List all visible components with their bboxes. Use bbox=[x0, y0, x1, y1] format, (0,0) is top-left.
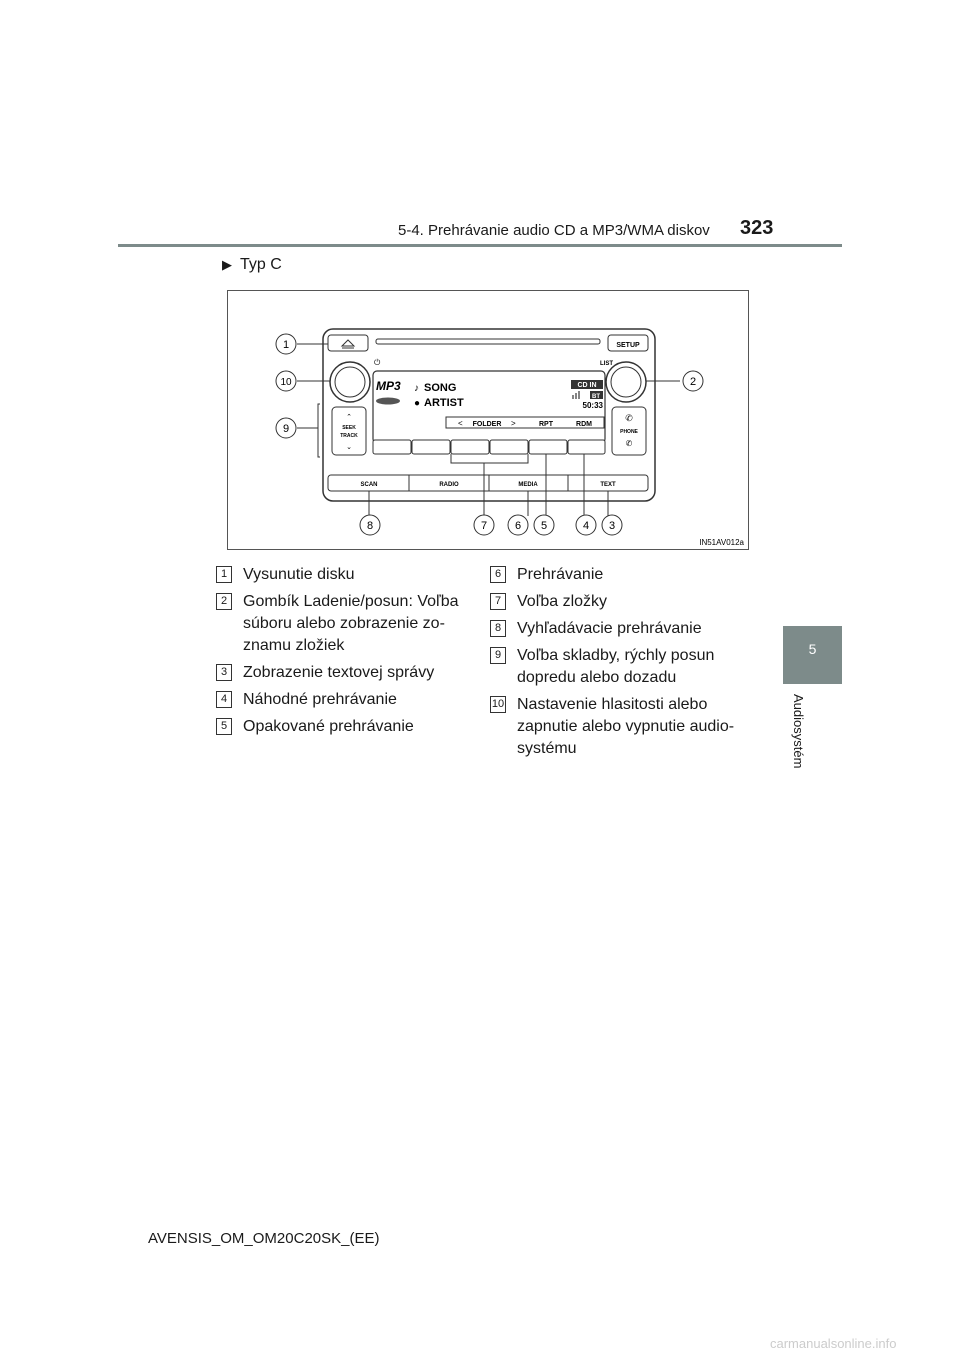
legend-text: Náhodné prehrávanie bbox=[243, 691, 397, 708]
preset-5 bbox=[529, 440, 567, 454]
cd-in-label: CD IN bbox=[577, 382, 597, 389]
callout-3-label: 3 bbox=[608, 520, 616, 532]
legend-item bbox=[216, 564, 466, 586]
bt-label: BT bbox=[592, 394, 600, 400]
legend-text: Opakované prehrávanie bbox=[243, 718, 414, 735]
callout-2-label: 2 bbox=[689, 376, 697, 388]
legend-num: 3 bbox=[216, 664, 232, 681]
section-title bbox=[222, 256, 282, 274]
phone-label: PHONE bbox=[620, 429, 638, 435]
legend-text: Prehrávanie bbox=[517, 566, 604, 583]
legend-item bbox=[490, 694, 750, 760]
person-icon: ● bbox=[414, 398, 421, 409]
seek-down-icon: ⌄ bbox=[346, 444, 352, 451]
legend-item bbox=[490, 591, 750, 613]
song-label: SONG bbox=[424, 382, 457, 394]
phone-pickup-icon: ✆ bbox=[625, 413, 633, 423]
header-title: 5-4. Prehrávanie audio CD a MP3/WMA diskov bbox=[398, 222, 710, 239]
preset-1 bbox=[373, 440, 411, 454]
legend-item bbox=[216, 591, 466, 657]
legend-item bbox=[216, 662, 466, 684]
legend-num: 7 bbox=[490, 593, 506, 610]
watermark: carmanualsonline.info bbox=[770, 1336, 897, 1351]
legend-right bbox=[490, 564, 750, 765]
legend-text: Voľba zložky bbox=[517, 593, 608, 610]
rpt-label: RPT bbox=[539, 421, 553, 428]
list-label: LIST bbox=[600, 361, 613, 367]
legend-num: 1 bbox=[216, 566, 232, 583]
tune-knob-inner bbox=[611, 367, 641, 397]
legend-text: Zobrazenie textovej správy bbox=[243, 664, 435, 681]
track-label: TRACK bbox=[340, 433, 358, 439]
preset-buttons bbox=[373, 440, 605, 454]
media-label: MEDIA bbox=[518, 482, 538, 488]
audio-unit-illustration bbox=[228, 291, 748, 549]
legend-item bbox=[216, 716, 466, 738]
power-icon: ⏻ bbox=[374, 358, 381, 367]
legend-item bbox=[490, 618, 750, 640]
header-rule bbox=[118, 244, 842, 247]
triangle-right-icon: ▶ bbox=[222, 257, 232, 272]
callout-1-label: 1 bbox=[282, 339, 290, 351]
legend-num: 4 bbox=[216, 691, 232, 708]
cd-slot bbox=[376, 339, 600, 344]
footer-code: AVENSIS_OM_OM20C20SK_(EE) bbox=[148, 1230, 380, 1247]
volume-knob-inner bbox=[335, 367, 365, 397]
legend-text: Vysunutie disku bbox=[243, 566, 355, 583]
text-label: TEXT bbox=[600, 482, 616, 488]
rdm-label: RDM bbox=[576, 421, 592, 428]
callout-9-label: 9 bbox=[282, 423, 290, 435]
callout-10-label: 10 bbox=[280, 377, 292, 388]
figure-code: IN51AV012a bbox=[699, 538, 744, 547]
page-number: 323 bbox=[740, 217, 774, 239]
callout-6-label: 6 bbox=[514, 520, 522, 532]
legend-num: 2 bbox=[216, 593, 232, 610]
legend-num: 5 bbox=[216, 718, 232, 735]
seek-label: SEEK bbox=[342, 425, 356, 431]
folder-prev-icon: < bbox=[458, 419, 463, 428]
legend-text: Vyhľadávacie prehrávanie bbox=[517, 620, 702, 637]
display-screen bbox=[373, 371, 605, 443]
folder-label: FOLDER bbox=[472, 421, 502, 428]
callout-7-label: 7 bbox=[480, 520, 488, 532]
legend-num: 6 bbox=[490, 566, 506, 583]
callout-4-label: 4 bbox=[582, 520, 590, 532]
legend-item bbox=[490, 564, 750, 586]
preset-2 bbox=[412, 440, 450, 454]
phone-hangup-icon: ✆ bbox=[625, 439, 633, 448]
legend-left bbox=[216, 564, 466, 743]
callout-8-label: 8 bbox=[366, 520, 374, 532]
disc-logo bbox=[376, 398, 400, 405]
eject-button bbox=[328, 335, 368, 351]
legend-text: Nastavenie hlasitosti alebo zapnutie alebo vypnutie audio-systému bbox=[517, 696, 735, 757]
legend-num: 8 bbox=[490, 620, 506, 637]
time-label: 50:33 bbox=[582, 401, 603, 410]
folder-next-icon: > bbox=[511, 419, 516, 428]
setup-label: SETUP bbox=[616, 342, 640, 349]
legend-num: 10 bbox=[490, 696, 506, 713]
preset-3 bbox=[451, 440, 489, 454]
scan-label: SCAN bbox=[360, 482, 378, 488]
preset-4 bbox=[490, 440, 528, 454]
artist-label: ARTIST bbox=[424, 397, 464, 409]
chapter-tab: 5 bbox=[783, 626, 842, 684]
legend-text: Voľba skladby, rýchly posun dopredu alebo dozadu bbox=[517, 647, 715, 686]
note-icon: ♪ bbox=[414, 383, 419, 394]
legend-num: 9 bbox=[490, 647, 506, 664]
seek-up-icon: ⌃ bbox=[346, 414, 352, 421]
legend-item bbox=[490, 645, 750, 689]
audio-unit-figure bbox=[227, 290, 749, 550]
legend-text: Gombík Ladenie/posun: Voľba súboru alebo zobrazenie zo-znamu zložiek bbox=[243, 593, 459, 654]
section-title-text: Typ C bbox=[240, 256, 282, 273]
preset-6 bbox=[568, 440, 605, 454]
legend-item bbox=[216, 689, 466, 711]
callout-5-label: 5 bbox=[540, 520, 548, 532]
mp3-label: MP3 bbox=[376, 379, 401, 393]
radio-label: RADIO bbox=[439, 482, 459, 488]
chapter-label: Audiosystém bbox=[791, 694, 806, 769]
